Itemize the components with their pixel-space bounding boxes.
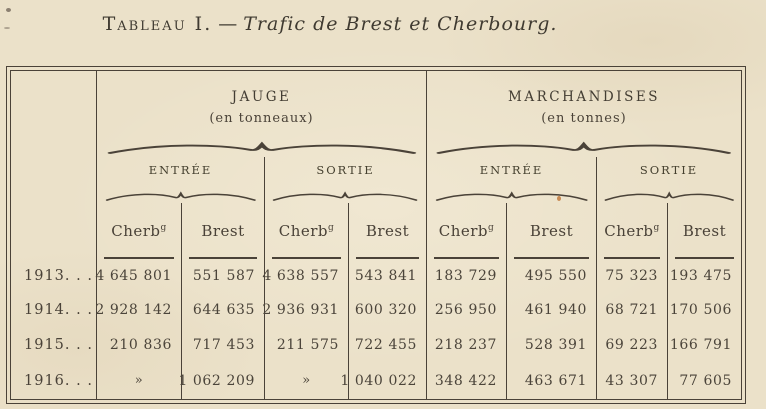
group-header-marchandises xyxy=(427,71,741,157)
data-cell: 461 940 xyxy=(507,293,597,327)
data-cell: 543 841 xyxy=(349,259,427,293)
data-cell: 717 453 xyxy=(182,327,265,362)
year-row-label: 1915. . . xyxy=(11,327,97,362)
brace-ornament xyxy=(271,190,419,201)
col-header-cherbourg xyxy=(597,203,668,259)
year-column-header xyxy=(11,71,97,259)
brace-ornament xyxy=(104,190,258,201)
group-unit-marchandises: (en tonnes) xyxy=(541,110,627,126)
data-cell: 77 605 xyxy=(679,372,732,389)
table-title-subtitle: Trafic de Brest et Cherbourg. xyxy=(243,13,558,35)
subheader-jauge-sortie xyxy=(265,157,427,203)
group-unit-jauge: (en tonneaux) xyxy=(209,110,314,126)
data-cell: 256 950 xyxy=(427,293,507,327)
col-header-cherbourg xyxy=(97,203,182,259)
port-abbr-sup: g xyxy=(653,223,660,233)
brace-ornament xyxy=(433,141,734,154)
data-cell: 68 721 xyxy=(597,293,668,327)
port-abbr-sup: g xyxy=(488,223,495,233)
subheader-label: ENTRÉE xyxy=(479,163,544,177)
port-name: Brest xyxy=(529,222,574,240)
col-header-brest xyxy=(349,203,427,259)
port-abbr-sup: g xyxy=(160,223,167,233)
data-cell: 551 587 xyxy=(182,259,265,293)
data-cell: 600 320 xyxy=(349,293,427,327)
brace-ornament xyxy=(434,190,589,201)
col-header-brest xyxy=(668,203,741,259)
data-cell: 1 062 209 xyxy=(182,362,265,399)
subheader-label: ENTRÉE xyxy=(148,163,213,177)
data-cell: 528 391 xyxy=(507,327,597,362)
paper-speck xyxy=(6,8,11,12)
data-cell: 1 040 022 xyxy=(349,362,427,399)
data-cell: 4 645 801 xyxy=(97,259,182,293)
data-cell: 210 836 xyxy=(97,327,182,362)
col-header-cherbourg xyxy=(427,203,507,259)
data-cell: 644 635 xyxy=(182,293,265,327)
data-cell: 463 671 xyxy=(507,362,597,399)
col-header-brest xyxy=(507,203,597,259)
data-cell: 43 307 xyxy=(597,362,668,399)
brace-ornament xyxy=(603,190,735,201)
year-row-label: 1916. . . xyxy=(11,362,97,399)
port-abbr-sup: g xyxy=(328,223,335,233)
group-header-jauge xyxy=(97,71,427,157)
port-abbr: Cherb xyxy=(438,222,489,240)
subheader-marchandises-entree xyxy=(427,157,597,203)
data-cell: 722 455 xyxy=(349,327,427,362)
subheader-label: SORTIE xyxy=(316,163,375,177)
port-name: Brest xyxy=(365,222,410,240)
brace-ornament xyxy=(104,141,420,154)
group-title-jauge: JAUGE xyxy=(231,88,292,105)
data-cell: » xyxy=(265,362,349,399)
port-abbr: Cherb xyxy=(278,222,329,240)
data-cell: 348 422 xyxy=(427,362,507,399)
year-row-label: 1913. . . xyxy=(11,259,97,293)
table-title xyxy=(0,13,660,35)
table-title-label: Tableau I. xyxy=(102,13,213,35)
data-cell: 218 237 xyxy=(427,327,507,362)
year-row-label: 1914. . . xyxy=(11,293,97,327)
subheader-marchandises-sortie xyxy=(597,157,741,203)
data-cell: 2 936 931 xyxy=(265,293,349,327)
data-cell: 2 928 142 xyxy=(97,293,182,327)
data-cell: 211 575 xyxy=(265,327,349,362)
group-title-marchandises: MARCHANDISES xyxy=(508,88,660,105)
port-abbr: Cherb xyxy=(111,222,161,240)
data-cell: 69 223 xyxy=(597,327,668,362)
col-header-brest xyxy=(182,203,265,259)
data-cell: 193 475 xyxy=(669,268,732,284)
data-cell: 170 506 xyxy=(669,302,732,318)
traffic-table xyxy=(11,71,741,399)
table-frame xyxy=(6,66,746,404)
data-cell: 166 791 xyxy=(669,336,732,353)
data-cell: 4 638 557 xyxy=(265,259,349,293)
port-name: Brest xyxy=(201,222,245,240)
title-dash: — xyxy=(218,13,238,35)
subheader-jauge-entree xyxy=(97,157,265,203)
subheader-label: SORTIE xyxy=(639,163,699,177)
col-header-cherbourg xyxy=(265,203,349,259)
data-cell: 75 323 xyxy=(597,259,668,293)
data-cell: » xyxy=(97,362,182,399)
data-cell: 495 550 xyxy=(507,259,597,293)
port-name: Brest xyxy=(682,222,727,240)
port-abbr: Cherb xyxy=(604,222,654,240)
table-frame-inner xyxy=(10,70,742,400)
data-cell: 183 729 xyxy=(427,259,507,293)
